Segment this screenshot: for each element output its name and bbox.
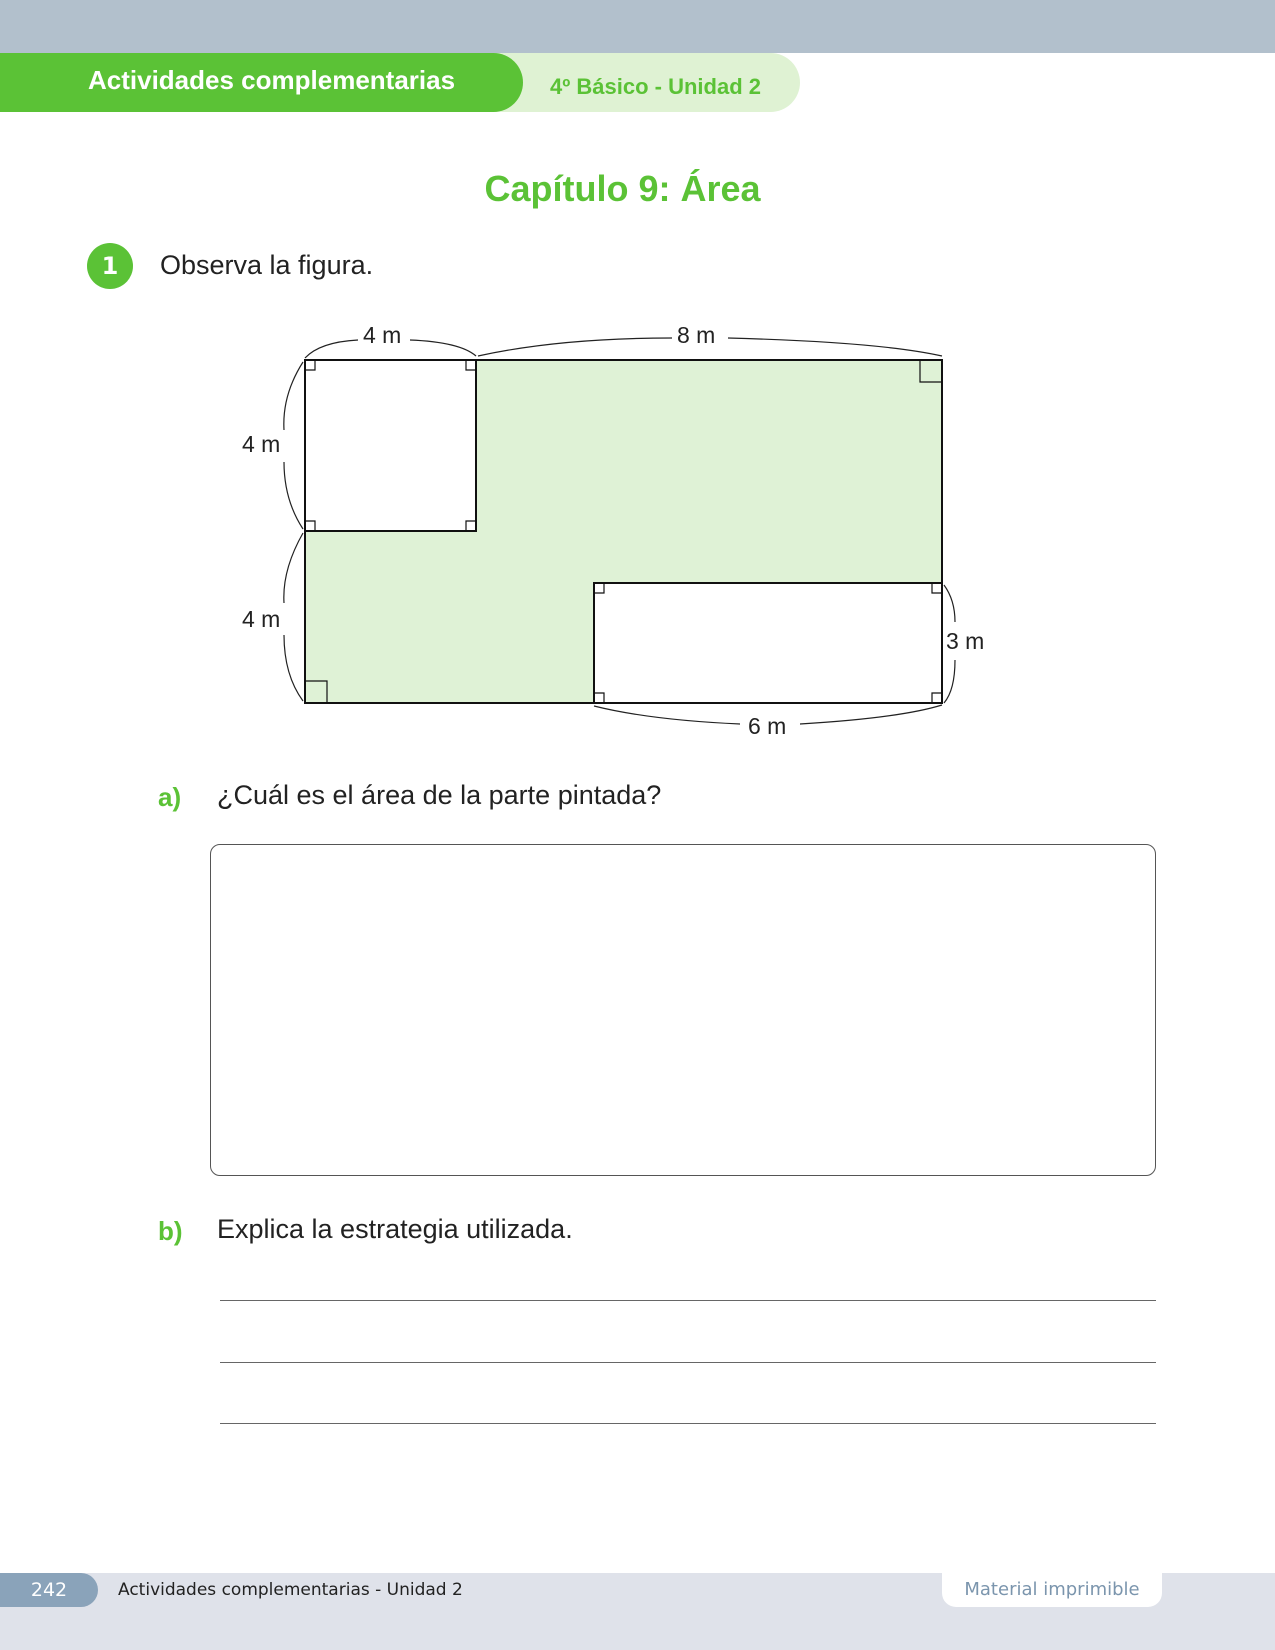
label-top-left: 4 m	[363, 322, 402, 348]
label-top-right: 8 m	[677, 322, 716, 348]
question-a-label: a)	[158, 782, 182, 812]
label-left-top: 4 m	[242, 431, 281, 457]
white-rectangle	[594, 583, 942, 703]
question-a: ¿Cuál es el área de la parte pintada?	[217, 780, 662, 810]
exercise-number: 1	[87, 243, 133, 289]
answer-line[interactable]	[220, 1362, 1156, 1363]
instruction: Observa la figura.	[160, 250, 374, 280]
answer-box-a[interactable]	[210, 844, 1156, 1176]
label-left-bottom: 4 m	[242, 606, 281, 632]
area-figure	[0, 0, 1275, 760]
answer-line[interactable]	[220, 1300, 1156, 1301]
question-b: Explica la estrategia utilizada.	[217, 1214, 573, 1244]
page-number: 242	[0, 1573, 98, 1607]
question-b-label: b)	[158, 1216, 183, 1246]
footer-text: Actividades complementarias - Unidad 2	[118, 1580, 463, 1600]
printable-badge: Material imprimible	[942, 1573, 1162, 1607]
label-right: 3 m	[946, 628, 985, 654]
header-title: Actividades complementarias	[88, 65, 456, 95]
white-square	[305, 360, 476, 531]
answer-line[interactable]	[220, 1423, 1156, 1424]
label-bottom: 6 m	[748, 713, 787, 739]
unit-label: 4º Básico - Unidad 2	[550, 74, 761, 99]
chapter-title: Capítulo 9: Área	[484, 168, 761, 209]
